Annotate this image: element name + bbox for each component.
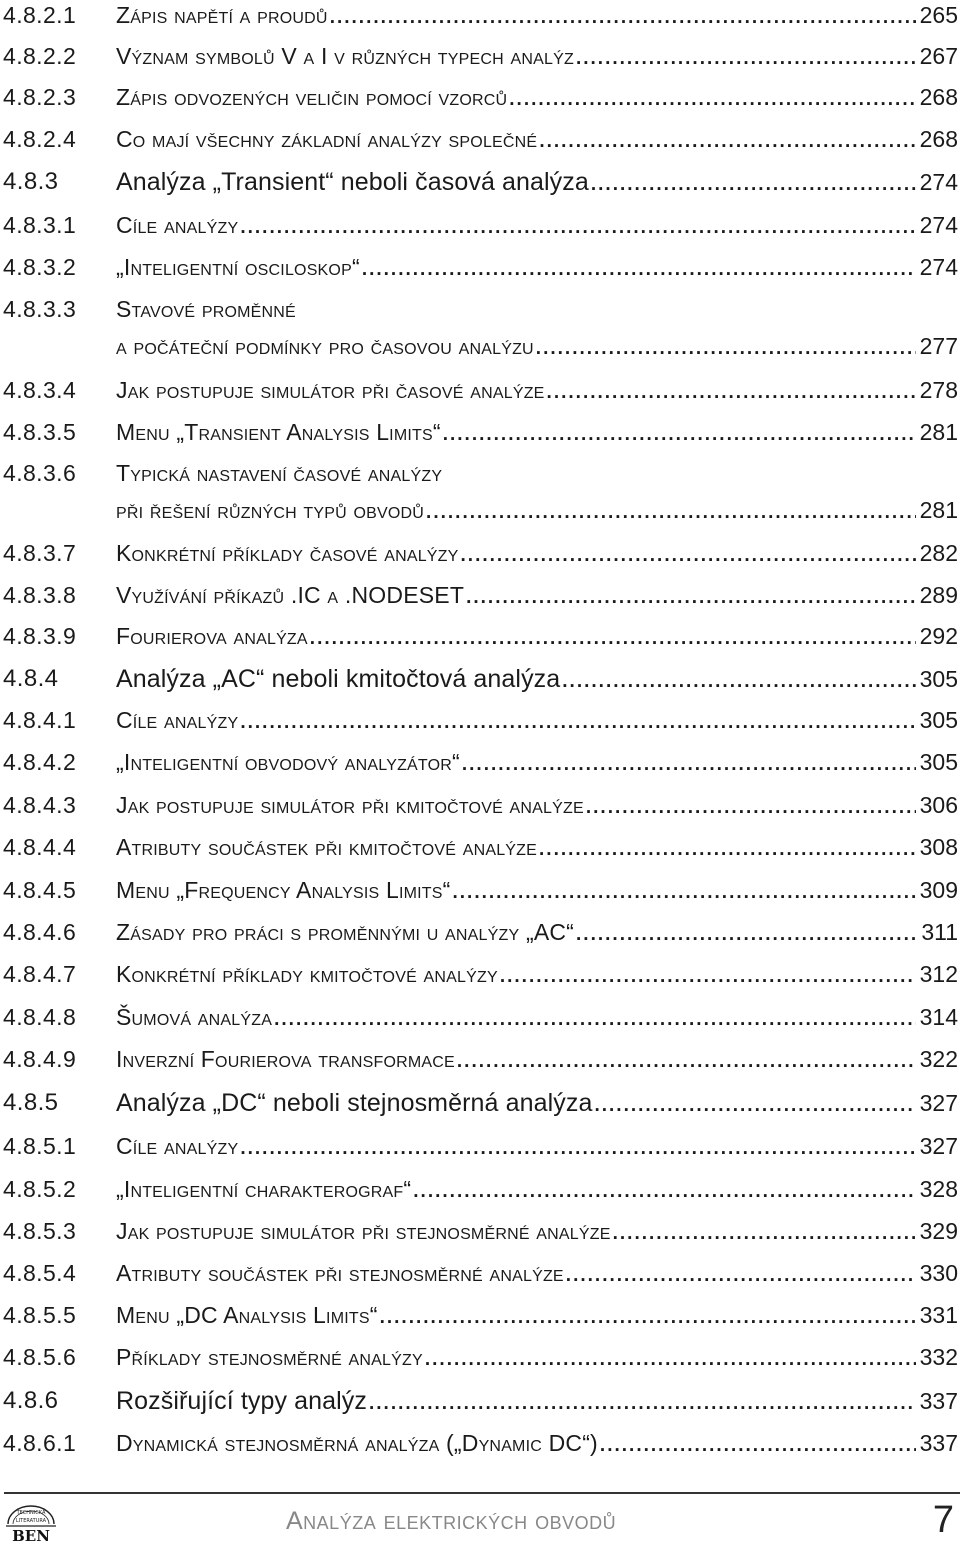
toc-title: Rozšiřující typy analýz bbox=[116, 1387, 367, 1415]
toc-page-number: 322 bbox=[919, 1046, 958, 1072]
toc-section-number: 4.8.4.7 bbox=[3, 961, 77, 987]
toc-leader-dots bbox=[594, 1095, 915, 1117]
toc-leader-dots bbox=[452, 882, 915, 904]
toc-page-number: 337 bbox=[919, 1430, 958, 1456]
toc-page-number: 265 bbox=[919, 2, 958, 28]
toc-page-number: 332 bbox=[919, 1344, 958, 1370]
footer-book-title: Analýza elektrických obvodů bbox=[286, 1507, 617, 1535]
toc-leader-dots bbox=[500, 966, 916, 988]
footer-page-number: 7 bbox=[932, 1499, 954, 1541]
toc-page-number: 306 bbox=[919, 792, 958, 818]
toc-page-number: 268 bbox=[919, 126, 958, 152]
toc-section-number: 4.8.3.7 bbox=[3, 540, 77, 566]
toc-title: Cíle analýzy bbox=[116, 212, 239, 238]
toc-leader-dots bbox=[240, 712, 915, 734]
toc-title: Jak postupuje simulátor při kmitočtové analýze bbox=[116, 792, 584, 818]
toc-leader-dots bbox=[443, 424, 916, 446]
toc-page-number: 281 bbox=[919, 497, 958, 523]
toc-title: Atributy součástek při stejnosměrné analýze bbox=[116, 1260, 564, 1286]
toc-section-number: 4.8.3.8 bbox=[3, 582, 77, 608]
toc-leader-dots bbox=[380, 1307, 916, 1329]
toc-title: Příklady stejnosměrné analýzy bbox=[116, 1344, 423, 1370]
toc-page-number: 268 bbox=[919, 84, 958, 110]
toc-title: Jak postupuje simulátor při časové analýze bbox=[116, 377, 545, 403]
toc-section-number: 4.8.3.1 bbox=[3, 212, 77, 238]
toc-title: Význam symbolů V a I v různých typech analýz bbox=[116, 43, 574, 69]
toc-section-number: 4.8.4.1 bbox=[3, 707, 77, 733]
toc-leader-dots bbox=[369, 1393, 916, 1415]
svg-text:BEN: BEN bbox=[12, 1527, 50, 1544]
toc-title: „Inteligentní osciloskop“ bbox=[116, 254, 360, 280]
page-footer bbox=[0, 1492, 960, 1549]
toc-page-number: 329 bbox=[919, 1218, 958, 1244]
toc-leader-dots bbox=[462, 754, 916, 776]
toc-title: Jak postupuje simulátor při stejnosměrné analýze bbox=[116, 1218, 611, 1244]
toc-section-number: 4.8.2.3 bbox=[3, 84, 77, 110]
toc-section-number: 4.8.5 bbox=[3, 1089, 59, 1116]
toc-page-number: 309 bbox=[919, 877, 958, 903]
publisher-logo bbox=[4, 1502, 58, 1544]
toc-page-number: 292 bbox=[919, 623, 958, 649]
toc-section-number: 4.8.3.9 bbox=[3, 623, 77, 649]
toc-title: Menu „Transient Analysis Limits“ bbox=[116, 419, 441, 445]
toc-page-number: 311 bbox=[921, 919, 958, 945]
toc-section-number: 4.8.3.2 bbox=[3, 254, 77, 280]
toc-section-number: 4.8.5.5 bbox=[3, 1302, 77, 1328]
toc-title: Cíle analýzy bbox=[116, 707, 239, 733]
toc-title: a počáteční podmínky pro časovou analýzu bbox=[116, 333, 534, 359]
toc-page-number: 277 bbox=[919, 333, 958, 359]
toc-title: Inverzní Fourierova transformace bbox=[116, 1046, 455, 1072]
toc-section-number: 4.8.5.2 bbox=[3, 1176, 77, 1202]
toc-title: Využívání příkazů .IC a .NODESET bbox=[116, 582, 465, 608]
toc-section-number: 4.8.2.4 bbox=[3, 126, 77, 152]
toc-leader-dots bbox=[240, 1138, 915, 1160]
toc-page-number: 305 bbox=[919, 749, 958, 775]
toc-title: Zásady pro práci s proměnnými u analýzy „AC“ bbox=[116, 919, 575, 945]
toc-leader-dots bbox=[461, 545, 916, 567]
toc-leader-dots bbox=[576, 48, 916, 70]
toc-page-number: 330 bbox=[919, 1260, 958, 1286]
svg-text:LITERATURA: LITERATURA bbox=[15, 1518, 47, 1524]
toc-title: Atributy součástek při kmitočtové analýze bbox=[116, 834, 538, 860]
toc-page-number: 281 bbox=[919, 419, 958, 445]
toc-title: Co mají všechny základní analýzy společné bbox=[116, 126, 538, 152]
toc-leader-dots bbox=[425, 1349, 916, 1371]
toc-page-number: 274 bbox=[919, 212, 958, 238]
toc-page-number: 327 bbox=[919, 1090, 958, 1116]
toc-page-number: 308 bbox=[919, 834, 958, 860]
toc-section-number: 4.8.4.3 bbox=[3, 792, 77, 818]
toc-section-number: 4.8.2.1 bbox=[3, 2, 77, 28]
toc-leader-dots bbox=[457, 1051, 916, 1073]
footer-rule bbox=[4, 1492, 960, 1494]
toc-leader-dots bbox=[600, 1435, 916, 1457]
toc-title: Konkrétní příklady kmitočtové analýzy bbox=[116, 961, 498, 987]
svg-text:TECHNICKÁ: TECHNICKÁ bbox=[16, 1510, 46, 1516]
toc-leader-dots bbox=[413, 1181, 915, 1203]
toc-page-number: 274 bbox=[919, 254, 958, 280]
toc-title: Analýza „Transient“ neboli časová analýza bbox=[116, 168, 589, 196]
toc-title: Dynamická stejnosměrná analýza („Dynamic DC“) bbox=[116, 1430, 598, 1456]
toc-page-number: 312 bbox=[919, 961, 958, 987]
toc-title: Analýza „AC“ neboli kmitočtová analýza bbox=[116, 665, 561, 693]
toc-section-number: 4.8.4.4 bbox=[3, 834, 77, 860]
toc-leader-dots bbox=[539, 839, 916, 861]
toc-leader-dots bbox=[566, 1265, 916, 1287]
toc-section-number: 4.8.4.5 bbox=[3, 877, 77, 903]
toc-section-number: 4.8.3 bbox=[3, 168, 59, 195]
toc-title: Cíle analýzy bbox=[116, 1133, 239, 1159]
toc-page-number: 267 bbox=[919, 43, 958, 69]
toc-section-number: 4.8.3.5 bbox=[3, 419, 77, 445]
toc-section-number: 4.8.6.1 bbox=[3, 1430, 77, 1456]
toc-page-number: 278 bbox=[919, 377, 958, 403]
toc-leader-dots bbox=[509, 89, 915, 111]
toc-leader-dots bbox=[310, 628, 916, 650]
toc-page-number: 305 bbox=[919, 707, 958, 733]
toc-section-number: 4.8.4.9 bbox=[3, 1046, 77, 1072]
toc-title: Zápis napětí a proudů bbox=[116, 2, 328, 28]
toc-section-number: 4.8.5.1 bbox=[3, 1133, 77, 1159]
toc-section-number: 4.8.4 bbox=[3, 665, 59, 692]
toc-leader-dots bbox=[547, 382, 916, 404]
toc-title: Analýza „DC“ neboli stejnosměrná analýza bbox=[116, 1089, 593, 1117]
toc-title: Typická nastavení časové analýzy bbox=[116, 460, 443, 486]
toc-title: Stavové proměnné bbox=[116, 296, 296, 322]
toc-page-number: 314 bbox=[919, 1004, 958, 1030]
toc-title: Menu „Frequency Analysis Limits“ bbox=[116, 877, 451, 903]
toc-leader-dots bbox=[426, 502, 916, 524]
toc-leader-dots bbox=[562, 671, 915, 693]
toc-title: „Inteligentní obvodový analyzátor“ bbox=[116, 749, 460, 775]
toc-section-number: 4.8.3.6 bbox=[3, 460, 77, 486]
toc-section-number: 4.8.4.8 bbox=[3, 1004, 77, 1030]
toc-page-number: 289 bbox=[919, 582, 958, 608]
toc-page-number: 327 bbox=[919, 1133, 958, 1159]
toc-section-number: 4.8.5.6 bbox=[3, 1344, 77, 1370]
toc-leader-dots bbox=[539, 131, 915, 153]
toc-section-number: 4.8.5.3 bbox=[3, 1218, 77, 1244]
toc-page-number: 282 bbox=[919, 540, 958, 566]
toc-leader-dots bbox=[274, 1009, 916, 1031]
toc-title: Konkrétní příklady časové analýzy bbox=[116, 540, 459, 566]
toc-leader-dots bbox=[466, 587, 916, 609]
toc-section-number: 4.8.3.4 bbox=[3, 377, 77, 403]
toc-page-number: 274 bbox=[919, 169, 958, 195]
toc-leader-dots bbox=[591, 174, 916, 196]
toc-title: Menu „DC Analysis Limits“ bbox=[116, 1302, 378, 1328]
toc-section-number: 4.8.4.2 bbox=[3, 749, 77, 775]
toc-title: Fourierova analýza bbox=[116, 623, 308, 649]
toc-section-number: 4.8.5.4 bbox=[3, 1260, 77, 1286]
toc-leader-dots bbox=[330, 7, 916, 29]
toc-section-number: 4.8.3.3 bbox=[3, 296, 77, 322]
toc-page-number: 328 bbox=[919, 1176, 958, 1202]
toc-leader-dots bbox=[586, 797, 916, 819]
toc-page-number: 331 bbox=[919, 1302, 958, 1328]
toc-leader-dots bbox=[613, 1223, 916, 1245]
toc-leader-dots bbox=[240, 217, 915, 239]
toc-leader-dots bbox=[362, 259, 916, 281]
toc-section-number: 4.8.6 bbox=[3, 1387, 59, 1414]
toc-title: při řešení různých typů obvodů bbox=[116, 497, 425, 523]
toc-title: Zápis odvozených veličin pomocí vzorců bbox=[116, 84, 508, 110]
toc-leader-dots bbox=[536, 338, 916, 360]
toc-title: Šumová analýza bbox=[116, 1004, 273, 1030]
toc-section-number: 4.8.2.2 bbox=[3, 43, 77, 69]
toc-leader-dots bbox=[576, 924, 917, 946]
toc-section-number: 4.8.4.6 bbox=[3, 919, 77, 945]
toc-page-number: 305 bbox=[919, 666, 958, 692]
toc-title: „Inteligentní charakterograf“ bbox=[116, 1176, 412, 1202]
toc-page-number: 337 bbox=[919, 1388, 958, 1414]
